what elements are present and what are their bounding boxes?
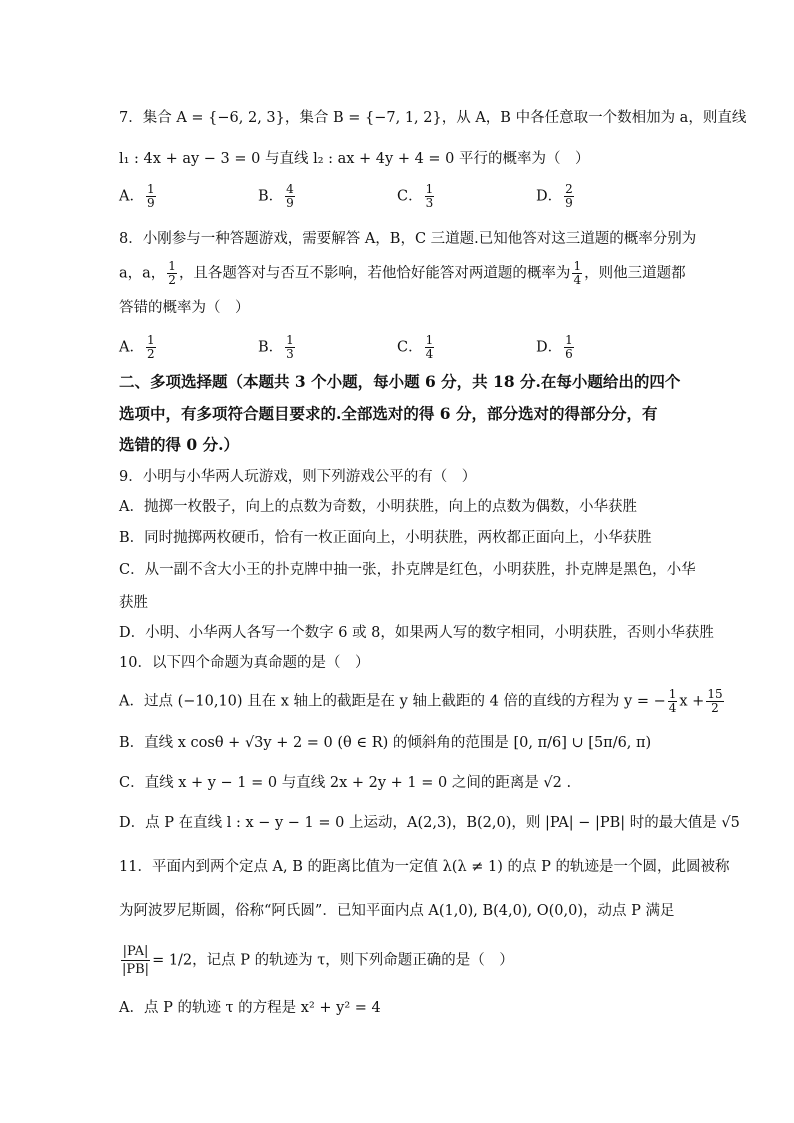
q8-option-a: A． $\frac{1}{2}$ [119, 333, 155, 361]
q9-stem: 9．小明与小华两人玩游戏，则下列游戏公平的有（ ） [119, 469, 477, 485]
fraction: $\frac{1}{6}$ [565, 333, 573, 361]
fraction: $\frac{1}{3}$ [286, 333, 294, 361]
q10-option-b: B．直线 x cosθ + √3y + 2 = 0 (θ ∈ R) 的倾斜角的范围是 [0, π/6] ∪ [5π/6, π) [119, 735, 652, 751]
fraction: $\frac{|PA|}{|PB|}$ [122, 944, 150, 977]
fraction: $\frac{1}{2}$ [168, 259, 176, 287]
q8-option-d: D． $\frac{1}{6}$ [536, 333, 573, 361]
q9-option-b: B．同时抛掷两枚硬币，恰有一枚正面向上，小明获胜，两枚都正面向上，小华获胜 [119, 530, 652, 546]
q9-option-c-line1: C．从一副不含大小王的扑克牌中抽一张，扑克牌是红色，小明获胜，扑克牌是黑色，小华 [119, 562, 696, 578]
fraction: $\frac{1}{3}$ [425, 182, 434, 210]
q8-option-c: C． $\frac{1}{4}$ [397, 333, 434, 361]
fraction: $\frac{1}{4}$ [668, 687, 677, 715]
q8-option-b: B． $\frac{1}{3}$ [258, 333, 294, 361]
q11-stem-line2: 为阿波罗尼斯圆，俗称“阿氏圆”．已知平面内点 A(1,0), B(4,0), O(0,0)，动点 P 满足 [119, 903, 675, 919]
q8-stem-line1: 8．小刚参与一种答题游戏，需要解答 A，B，C 三道题.已知他答对这三道题的概率分别为 [119, 231, 697, 247]
q10-option-d: D．点 P 在直线 l : x − y − 1 = 0 上运动，A(2,3)，B(2,0)，则 |PA| − |PB| 时的最大值是 √5 [119, 815, 740, 831]
q8-stem-line2: a，a， $\frac{1}{2}$ ，且各题答对与否互不影响，若他恰好能答对两道题的概率为 $\frac{1}{4}$ ，则他三道题都 [119, 259, 686, 287]
section2-heading-line1: 二、多项选择题（本题共 3 个小题，每小题 6 分，共 18 分.在每小题给出的四个 [119, 372, 681, 391]
q11-option-a: A．点 P 的轨迹 τ 的方程是 x² + y² = 4 [119, 1000, 381, 1016]
fraction: $\frac{1}{4}$ [573, 259, 582, 287]
q10-option-c: C．直线 x + y − 1 = 0 与直线 2x + 2y + 1 = 0 之间的距离是 √2 . [119, 775, 572, 791]
q7-option-c: C． $\frac{1}{3}$ [397, 182, 434, 210]
fraction: $\frac{4}{9}$ [286, 182, 294, 210]
q8-stem-line3: 答错的概率为（ ） [119, 300, 250, 316]
q10-option-a: A．过点 (−10,10) 且在 x 轴上的截距是在 y 轴上截距的 4 倍的直线的方程为 y = − $\frac{1}{4}$ x + $\frac{15}{2}$ [119, 687, 723, 715]
q7-stem-line2: l₁ : 4x + ay − 3 = 0 与直线 l₂ : ax + 4y + 4 = 0 平行的概率为（ ） [119, 151, 590, 167]
fraction: $\frac{1}{2}$ [146, 333, 155, 361]
q9-option-c-line2: 获胜 [119, 595, 148, 611]
q7-option-a: A． $\frac{1}{9}$ [119, 182, 155, 210]
q7-option-b: B． $\frac{4}{9}$ [258, 182, 294, 210]
q11-stem-line1: 11．平面内到两个定点 A, B 的距离比值为一定值 λ(λ ≠ 1) 的点 P 的轨迹是一个圆，此圆被称 [119, 859, 730, 875]
q7-option-d: D． $\frac{2}{9}$ [536, 182, 573, 210]
section2-heading-line2: 选项中，有多项符合题目要求的.全部选对的得 6 分，部分选对的得部分分，有 [119, 404, 658, 423]
q9-option-a: A．抛掷一枚骰子，向上的点数为奇数，小明获胜，向上的点数为偶数，小华获胜 [119, 499, 637, 515]
fraction: $\frac{1}{9}$ [146, 182, 155, 210]
section2-heading-line3: 选错的得 0 分.） [119, 435, 239, 454]
q11-stem-line3: $\frac{|PA|}{|PB|}$ = 1/2，记点 P 的轨迹为 τ，则下列命题正确的是（ ） [122, 944, 514, 977]
fraction: $\frac{1}{4}$ [425, 333, 434, 361]
q10-stem: 10．以下四个命题为真命题的是（ ） [119, 655, 370, 671]
fraction: $\frac{2}{9}$ [565, 182, 573, 210]
q9-option-d: D．小明、小华两人各写一个数字 6 或 8，如果两人写的数字相同，小明获胜，否则小华获胜 [119, 625, 714, 641]
q7-stem-line1: 7．集合 A = {−6, 2, 3}，集合 B = {−7, 1, 2}，从 A，B 中各任意取一个数相加为 a，则直线 [119, 110, 747, 126]
fraction: $\frac{15}{2}$ [707, 687, 723, 715]
